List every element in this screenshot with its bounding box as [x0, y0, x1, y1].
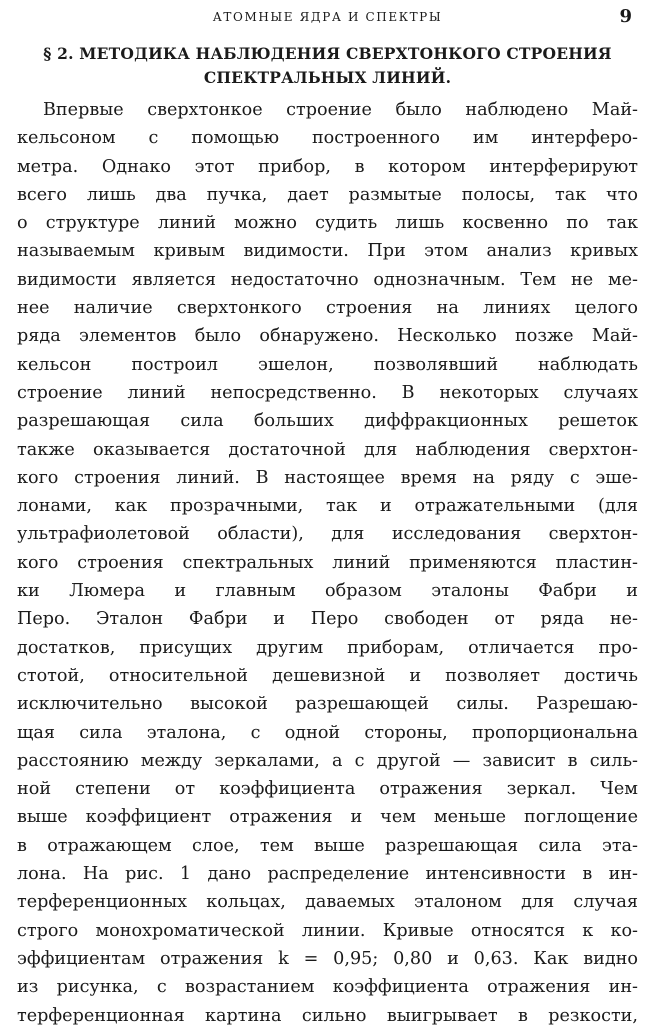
text-line: ной степени от коэффициента отражения зеркал. Чем: [17, 779, 638, 800]
text-line: эффициентам отражения k = 0,95; 0,80 и 0,63. Как видно: [17, 948, 638, 969]
text-line: кельсон построил эшелон, позволявший наблюдать: [17, 354, 638, 375]
text-line: о структуре линий можно судить лишь косвенно по так: [17, 213, 638, 234]
text-line: разрешающая сила больших диффракционных решеток: [17, 411, 638, 432]
text-line: выше коэффициент отражения и чем меньше поглощение: [17, 807, 638, 828]
section-title-line: § 2. МЕТОДИКА НАБЛЮДЕНИЯ СВЕРХТОНКОГО СТРОЕНИЯ: [43, 44, 612, 63]
text-line: лонами, как прозрачными, так и отражательными (для: [17, 496, 638, 517]
text-line: Перо. Эталон Фабри и Перо свободен от ряда не-: [17, 609, 638, 630]
text-line: расстоянию между зеркалами, а с другой — зависит в силь-: [17, 750, 638, 771]
text-line: всего лишь два пучка, дает размытые полосы, так что: [17, 184, 638, 205]
text-line: кого строения спектральных линий применяются пластин-: [17, 552, 638, 573]
text-line: ряда элементов было обнаружено. Несколько позже Май-: [17, 326, 638, 347]
text-line: терференционная картина сильно выигрывает в резкости,: [17, 1005, 638, 1026]
text-line: ки Люмера и главным образом эталоны Фабри и: [17, 581, 638, 602]
section-title: [17, 42, 638, 90]
text-line: кого строения линий. В настоящее время на ряду с эше-: [17, 467, 638, 488]
text-line: ультрафиолетовой области), для исследования сверхтон-: [17, 524, 638, 545]
text-line: стотой, относительной дешевизной и позволяет достичь: [17, 665, 638, 686]
body-text: [17, 96, 638, 1030]
text-line: метра. Однако этот прибор, в котором интерферируют: [17, 156, 638, 177]
text-line: Впервые сверхтонкое строение было наблюдено Май-: [43, 100, 638, 120]
text-line: лона. На рис. 1 дано распределение интенсивности в ин-: [17, 864, 638, 885]
text-line: из рисунка, с возрастанием коэффициента отражения ин-: [17, 977, 638, 998]
text-line: также оказывается достаточной для наблюдения сверхтон-: [17, 439, 638, 460]
text-line: видимости является недостаточно однозначным. Тем не ме-: [17, 269, 638, 290]
text-line: достатков, присущих другим приборам, отличается про-: [17, 637, 638, 658]
text-line: строго монохроматической линии. Кривые относятся к ко-: [17, 920, 638, 941]
page-header: [17, 6, 638, 32]
running-head: АТОМНЫЕ ЯДРА И СПЕКТРЫ: [212, 10, 443, 24]
text-line: кельсоном с помощью построенного им интерферо-: [17, 128, 638, 149]
text-line: в отражающем слое, тем выше разрешающая сила эта-: [17, 835, 638, 856]
text-line: терференционных кольцах, даваемых эталоном для случая: [17, 892, 638, 913]
text-line: называемым кривым видимости. При этом анализ кривых: [17, 241, 638, 262]
section-title-line: СПЕКТРАЛЬНЫХ ЛИНИЙ.: [203, 68, 452, 87]
text-line: щая сила эталона, с одной стороны, пропорциональна: [17, 722, 638, 743]
text-line: строение линий непосредственно. В некоторых случаях: [17, 382, 638, 403]
text-line: исключительно высокой разрешающей силы. Разрешаю-: [17, 694, 638, 715]
text-line: нее наличие сверхтонкого строения на линиях целого: [17, 298, 638, 319]
page-number: 9: [619, 6, 632, 27]
